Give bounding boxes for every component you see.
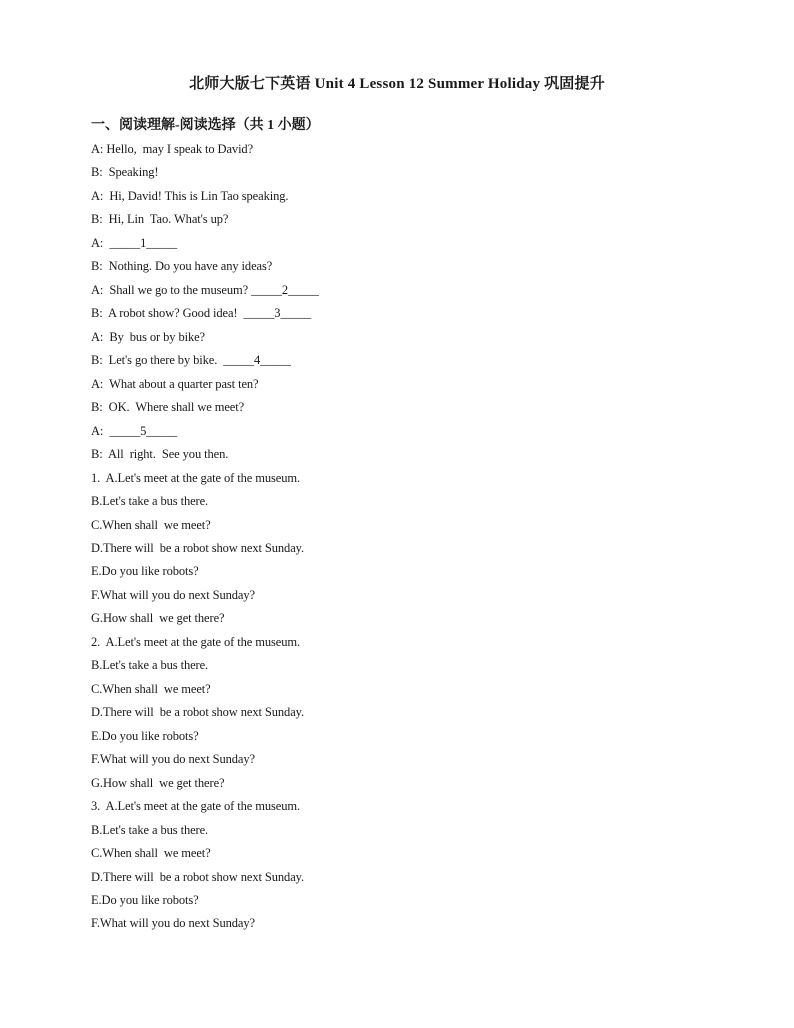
text-line: D.There will be a robot show next Sunday. — [91, 540, 305, 555]
text-line: F.What will you do next Sunday? — [91, 916, 255, 931]
document-title: 北师大版七下英语 Unit 4 Lesson 12 Summer Holiday 巩固提升 — [189, 76, 605, 92]
text-line: C.When shall we meet? — [91, 517, 211, 532]
text-line: B.Let's take a bus there. — [91, 822, 209, 837]
text-line: B.Let's take a bus there. — [91, 658, 209, 673]
text-line: A: Hello, may I speak to David? — [91, 142, 254, 156]
text-line: D.There will be a robot show next Sunday. — [91, 869, 305, 884]
text-line: B: All right. See you then. — [91, 447, 229, 462]
text-line: G.How shall we get there? — [91, 611, 225, 626]
text-line: 3. A.Let's meet at the gate of the museum. — [91, 799, 301, 814]
text-line: G.How shall we get there? — [91, 775, 225, 790]
text-line: E.Do you like robots? — [91, 893, 199, 907]
section-heading: 一、阅读理解-阅读选择（共 1 小题） — [91, 118, 320, 133]
text-line: A: By bus or by bike? — [91, 329, 206, 344]
text-line: C.When shall we meet? — [91, 681, 211, 696]
text-line: C.When shall we meet? — [91, 846, 211, 861]
text-line: D.There will be a robot show next Sunday. — [91, 705, 305, 720]
text-line: A: Shall we go to the museum? _____2_____ — [91, 282, 319, 297]
text-line: B.Let's take a bus there. — [91, 494, 209, 509]
text-line: 2. A.Let's meet at the gate of the museum. — [91, 634, 301, 649]
text-line: B: Nothing. Do you have any ideas? — [91, 259, 273, 274]
text-line: B: Speaking! — [91, 165, 159, 180]
text-line: 1. A.Let's meet at the gate of the museum. — [91, 470, 301, 485]
question-text-block — [91, 138, 319, 936]
text-line: E.Do you like robots? — [91, 728, 199, 743]
text-line: F.What will you do next Sunday? — [91, 587, 255, 602]
text-line: A: _____1_____ — [91, 235, 178, 250]
text-line: A: _____5_____ — [91, 423, 178, 438]
text-line: A: Hi, David! This is Lin Tao speaking. — [91, 188, 289, 203]
text-line: E.Do you like robots? — [91, 564, 199, 579]
text-line: F.What will you do next Sunday? — [91, 752, 255, 767]
text-line: B: Hi, Lin Tao. What's up? — [91, 212, 229, 227]
text-line: B: OK. Where shall we meet? — [91, 400, 245, 415]
text-line: A: What about a quarter past ten? — [91, 376, 259, 391]
text-line: B: Let's go there by bike. _____4_____ — [91, 353, 291, 368]
text-line: B: A robot show? Good idea! _____3_____ — [91, 306, 312, 321]
